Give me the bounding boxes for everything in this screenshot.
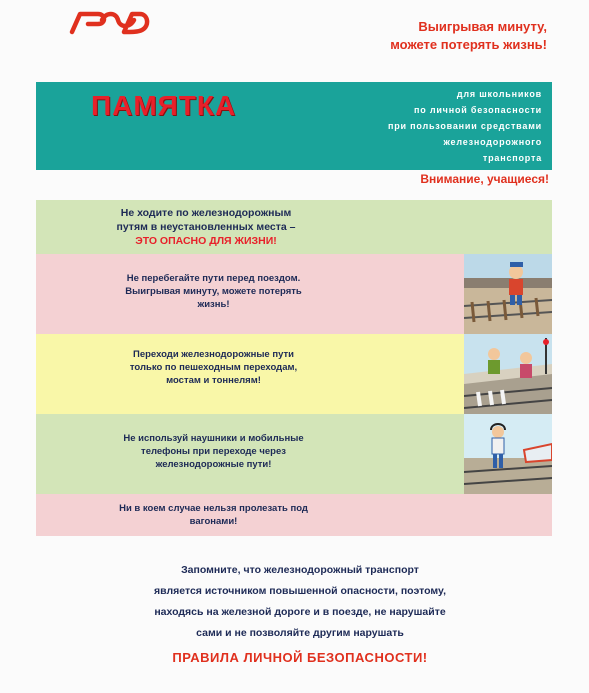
danger-warning: ЭТО ОПАСНО ДЛЯ ЖИЗНИ! — [135, 235, 277, 247]
rule-intro — [36, 200, 552, 254]
subtitle-line: для школьников — [456, 89, 542, 99]
rule-intro-line: Не ходите по железнодорожным — [120, 207, 292, 219]
closing-line: сами и не позволяйте другим нарушать — [196, 627, 404, 639]
children-on-crossing-illustration — [464, 334, 552, 414]
closing-line: Запомните, что железнодорожный транспорт — [181, 564, 419, 576]
subtitle-line: по личной безопасности — [414, 105, 542, 115]
rule-intro-line: путям в неустановленных места – — [116, 221, 296, 233]
closing-line: является источником повышенной опасности, поэтому, — [154, 585, 446, 597]
rule-2-line: мостам и тоннелям! — [166, 375, 261, 386]
subtitle-line: транспорта — [482, 153, 542, 163]
rule-4-line: Ни в коем случае нельзя пролезать под — [119, 503, 308, 514]
rule-4-line: вагонами! — [189, 516, 238, 527]
rule-3 — [36, 414, 552, 494]
child-with-headphones-illustration — [464, 414, 552, 494]
closing-line: находясь на железной дороге и в поезде, не нарушайте — [154, 606, 446, 618]
rule-2 — [36, 334, 552, 414]
subtitle-line: железнодорожного — [443, 137, 542, 147]
rzd-logo — [68, 8, 152, 38]
child-crossing-tracks-illustration — [464, 254, 552, 334]
rule-1-line: жизнь! — [197, 299, 230, 310]
subtitle-line: при пользовании средствами — [387, 121, 542, 131]
slogan — [307, 18, 547, 54]
safety-rules-heading: ПРАВИЛА ЛИЧНОЙ БЕЗОПАСНОСТИ! — [172, 650, 428, 665]
rule-3-line: железнодорожные пути! — [155, 459, 272, 470]
rule-4 — [36, 494, 552, 536]
rule-1 — [36, 254, 552, 334]
title-banner — [36, 82, 552, 170]
closing-note — [60, 560, 540, 644]
attention-heading: Внимание, учащиеся! — [420, 172, 549, 186]
rule-2-line: Переходи железнодорожные пути — [133, 349, 294, 360]
slogan-line-1: Выигрывая минуту, — [418, 19, 547, 34]
rule-1-line: Не перебегайте пути перед поездом. — [126, 273, 301, 284]
rule-3-line: телефоны при переходе через — [141, 446, 286, 457]
rule-2-line: только по пешеходным переходам, — [129, 362, 298, 373]
rule-1-line: Выигрывая минуту, можете потерять — [125, 286, 302, 297]
memo-title: ПАМЯТКА — [91, 90, 237, 121]
rule-3-line: Не используй наушники и мобильные — [123, 433, 304, 444]
slogan-line-2: можете потерять жизнь! — [390, 37, 547, 52]
memo-subtitle — [302, 86, 542, 166]
